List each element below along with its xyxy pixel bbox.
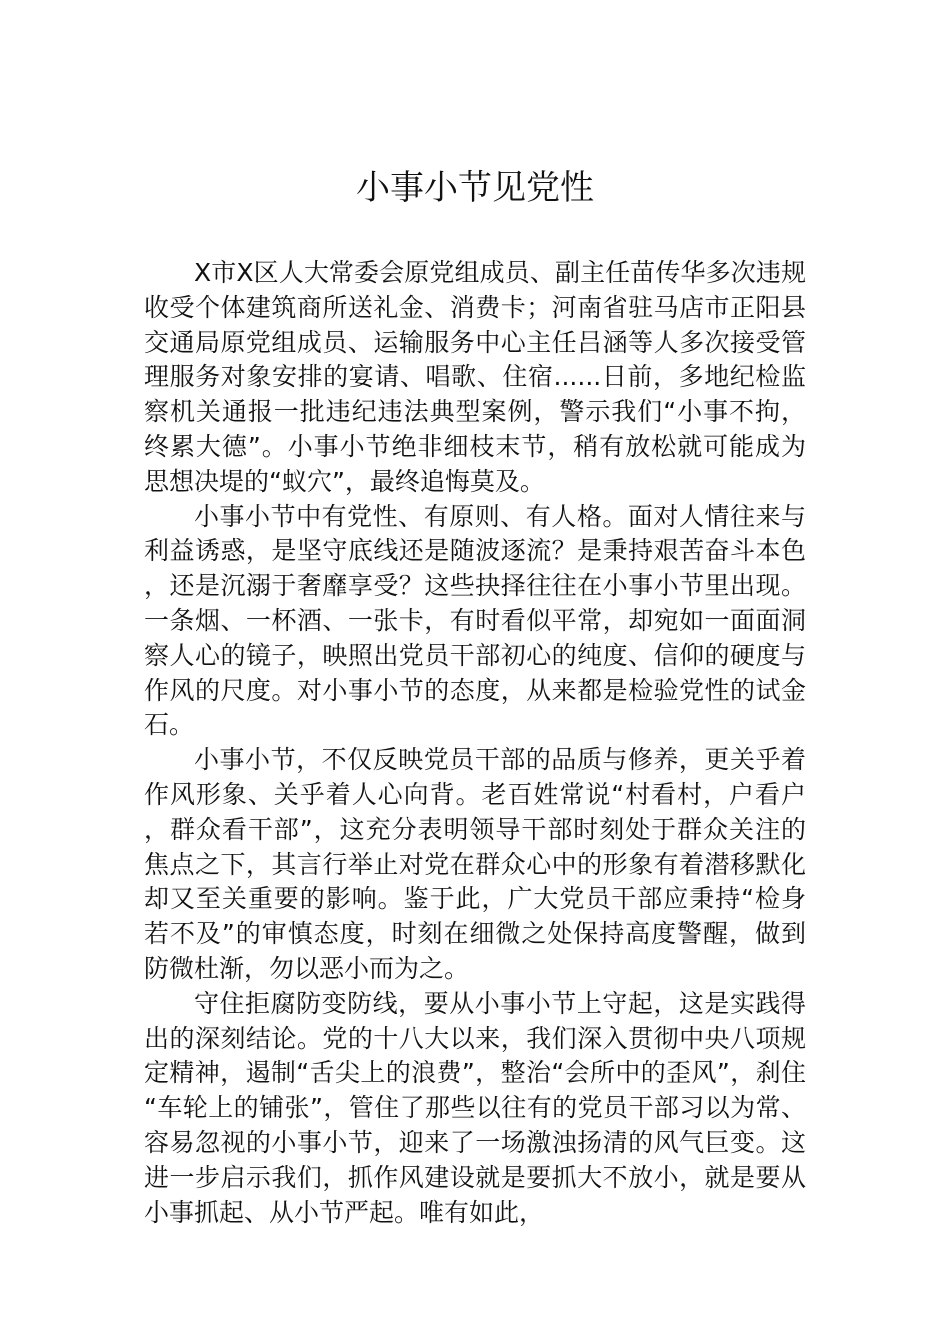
paragraph-3: 小事小节，不仅反映党员干部的品质与修养，更关乎着作风形象、关乎着人心向背。老百姓常说“村看村，户看户，群众看干部”，这充分表明领导干部时刻处于群众关注的焦点之下，其言行举止对党在群众心中的形象有着潜移默化却又至关重要的影响。鉴于此，广大党员干部应秉持“检身若不及”的审慎态度，时刻在细微之处保持高度警醒，做到防微杜渐，勿以恶小而为之。 [144,745,806,983]
paragraph-2: 小事小节中有党性、有原则、有人格。面对人情往来与利益诱惑，是坚守底线还是随波逐流？是秉持艰苦奋斗本色，还是沉溺于奢靡享受？这些抉择往往在小事小节里出现。一条烟、一杯酒、一张卡，有时看似平常，却宛如一面面洞察人心的镜子，映照出党员干部初心的纯度、信仰的硬度与作风的尺度。对小事小节的态度，从来都是检验党性的试金石。 [144,501,806,740]
paragraph-1: X市X区人大常委会原党组成员、副主任苗传华多次违规收受个体建筑商所送礼金、消费卡；河南省驻马店市正阳县交通局原党组成员、运输服务中心主任吕涵等人多次接受管理服务对象安排的宴请、唱歌、住宿......日前，多地纪检监察机关通报一批违纪违法典型案例，警示我们“小事不拘，终累大德”。小事小节绝非细枝末节，稍有放松就可能成为思想决堤的“蚁穴”，最终追悔莫及。 [144,258,806,496]
paragraph-4: 守住拒腐防变防线，要从小事小节上守起，这是实践得出的深刻结论。党的十八大以来，我们深入贯彻中央八项规定精神，遏制“舌尖上的浪费”，整治“会所中的歪风”，刹住“车轮上的铺张”，管住了那些以往有的党员干部习以为常、容易忽视的小事小节，迎来了一场激浊扬清的风气巨变。这进一步启示我们，抓作风建设就是要抓大不放小，就是要从小事抓起、从小节严起。唯有如此， [144,988,806,1227]
document-title: 小事小节见党性 [356,168,594,208]
document-body [144,256,806,1230]
